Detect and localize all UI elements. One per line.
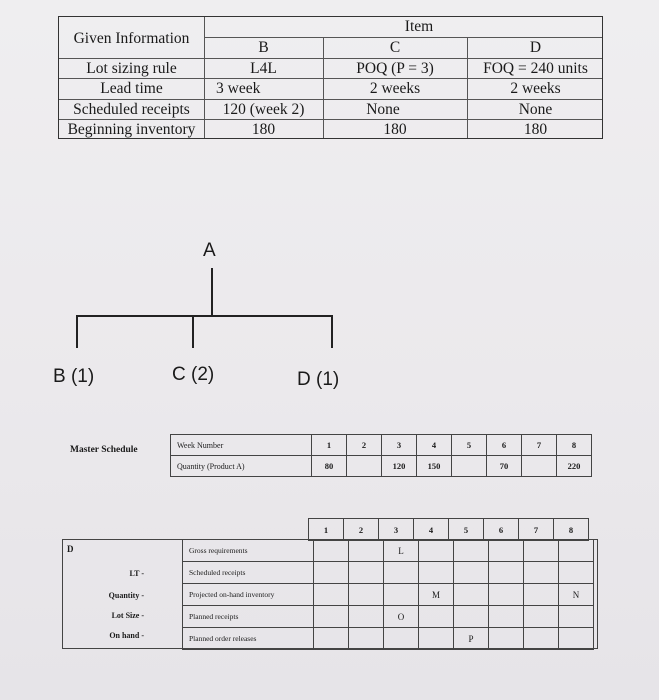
mrp-cell[interactable] (384, 562, 419, 584)
week-number-row (171, 435, 592, 456)
mrp-cell[interactable] (524, 628, 559, 650)
mrp-cell[interactable] (524, 606, 559, 628)
mrp-week-6: 6 (484, 519, 519, 541)
quantity-row (171, 456, 592, 477)
mrp-cell[interactable] (384, 584, 419, 606)
mrp-cell[interactable] (489, 606, 524, 628)
mrp-cell[interactable]: N (559, 584, 594, 606)
ms-qty-7 (522, 456, 557, 477)
ms-week-6: 6 (487, 435, 522, 456)
mrp-cell[interactable] (489, 540, 524, 562)
mrp-cell[interactable] (454, 584, 489, 606)
mrp-cell[interactable] (524, 562, 559, 584)
mrp-cell[interactable] (349, 628, 384, 650)
lot-size-c: POQ (P = 3) (356, 60, 434, 77)
mrp-week-header (308, 518, 589, 541)
row-label-lot-sizing: Lot sizing rule (86, 60, 177, 77)
mrp-cell[interactable] (349, 584, 384, 606)
ms-week-1: 1 (312, 435, 347, 456)
mrp-cell[interactable] (489, 584, 524, 606)
sched-receipts-d: None (518, 101, 553, 118)
mrp-record-table (182, 539, 594, 650)
ms-qty-2 (347, 456, 382, 477)
mrp-cell[interactable]: L (384, 540, 419, 562)
lead-time-c: 2 weeks (369, 80, 421, 97)
mrp-cell[interactable] (454, 562, 489, 584)
lot-size-d: FOQ = 240 units (483, 60, 588, 77)
week-number-label: Week Number (171, 435, 312, 456)
mrp-cell[interactable]: M (419, 584, 454, 606)
planned-receipts-row (183, 606, 594, 628)
mrp-cell[interactable] (419, 540, 454, 562)
planned-order-releases-row (183, 628, 594, 650)
mrp-week-2: 2 (344, 519, 379, 541)
mrp-cell[interactable] (314, 606, 349, 628)
mrp-cell[interactable] (314, 562, 349, 584)
mrp-cell[interactable] (524, 584, 559, 606)
begin-inv-c: 180 (383, 121, 407, 138)
mrp-cell[interactable] (349, 540, 384, 562)
master-schedule-table (170, 434, 592, 477)
mrp-cell[interactable]: O (384, 606, 419, 628)
sched-receipts-b: 120 (week 2) (222, 101, 305, 118)
master-schedule-title: Master Schedule (70, 445, 138, 455)
mrp-cell[interactable] (349, 562, 384, 584)
ms-qty-1: 80 (312, 456, 347, 477)
mrp-cell[interactable] (419, 562, 454, 584)
mrp-cell[interactable] (559, 628, 594, 650)
row-label-lead-time: Lead time (100, 80, 163, 97)
planned-order-releases-label: Planned order releases (183, 628, 314, 650)
item-b-header: B (258, 39, 269, 56)
mrp-cell[interactable] (419, 628, 454, 650)
mrp-cell[interactable] (524, 540, 559, 562)
ms-qty-3: 120 (382, 456, 417, 477)
on-hand-field-label: On hand - (109, 631, 144, 640)
mrp-cell[interactable] (314, 628, 349, 650)
ms-qty-8: 220 (557, 456, 592, 477)
mrp-week-8: 8 (554, 519, 589, 541)
given-info-title: Given Information (73, 30, 190, 47)
begin-inv-b: 180 (251, 121, 276, 138)
sched-receipts-c: None (366, 101, 400, 118)
ms-week-4: 4 (417, 435, 452, 456)
lead-time-d: 2 weeks (510, 80, 561, 97)
item-d-header: D (529, 39, 542, 56)
lot-size-b: L4L (250, 60, 277, 77)
ms-qty-4: 150 (417, 456, 452, 477)
projected-on-hand-label: Projected on-hand inventory (183, 584, 314, 606)
mrp-week-3: 3 (379, 519, 414, 541)
planned-receipts-label: Planned receipts (183, 606, 314, 628)
mrp-cell[interactable] (419, 606, 454, 628)
tree-root-a: A (203, 240, 216, 261)
lead-time-b: 3 week (216, 80, 261, 97)
item-header: Item (404, 18, 434, 35)
mrp-cell[interactable] (384, 628, 419, 650)
mrp-week-7: 7 (519, 519, 554, 541)
ms-qty-5 (452, 456, 487, 477)
tree-node-d: D (1) (297, 369, 340, 390)
gross-requirements-row (183, 540, 594, 562)
mrp-week-1: 1 (309, 519, 344, 541)
mrp-cell[interactable] (489, 628, 524, 650)
mrp-cell[interactable] (314, 540, 349, 562)
mrp-cell[interactable] (454, 540, 489, 562)
projected-on-hand-row (183, 584, 594, 606)
row-label-scheduled-receipts: Scheduled receipts (73, 101, 190, 118)
mrp-cell[interactable] (489, 562, 524, 584)
mrp-cell[interactable] (559, 606, 594, 628)
mrp-cell[interactable] (314, 584, 349, 606)
mrp-cell[interactable]: P (454, 628, 489, 650)
tree-node-c: C (2) (172, 364, 215, 385)
ms-week-5: 5 (452, 435, 487, 456)
begin-inv-d: 180 (523, 121, 548, 138)
lot-size-field-label: Lot Size - (111, 611, 144, 620)
quantity-label: Quantity (Product A) (171, 456, 312, 477)
gross-requirements-label: Gross requirements (183, 540, 314, 562)
ms-week-3: 3 (382, 435, 417, 456)
mrp-week-5: 5 (449, 519, 484, 541)
tree-node-b: B (1) (53, 366, 95, 387)
mrp-cell[interactable] (349, 606, 384, 628)
quantity-field-label: Quantity - (108, 591, 144, 600)
item-c-header: C (389, 39, 401, 56)
lead-time-field-label: LT - (129, 569, 144, 578)
ms-qty-6: 70 (487, 456, 522, 477)
ms-week-7: 7 (522, 435, 557, 456)
ms-week-2: 2 (347, 435, 382, 456)
row-label-beginning-inventory: Beginning inventory (67, 121, 196, 138)
ms-week-8: 8 (557, 435, 592, 456)
mrp-cell[interactable] (454, 606, 489, 628)
mrp-week-4: 4 (414, 519, 449, 541)
scheduled-receipts-row (183, 562, 594, 584)
scheduled-receipts-label: Scheduled receipts (183, 562, 314, 584)
mrp-item-label: D (67, 544, 74, 554)
mrp-cell[interactable] (559, 540, 594, 562)
mrp-cell[interactable] (559, 562, 594, 584)
